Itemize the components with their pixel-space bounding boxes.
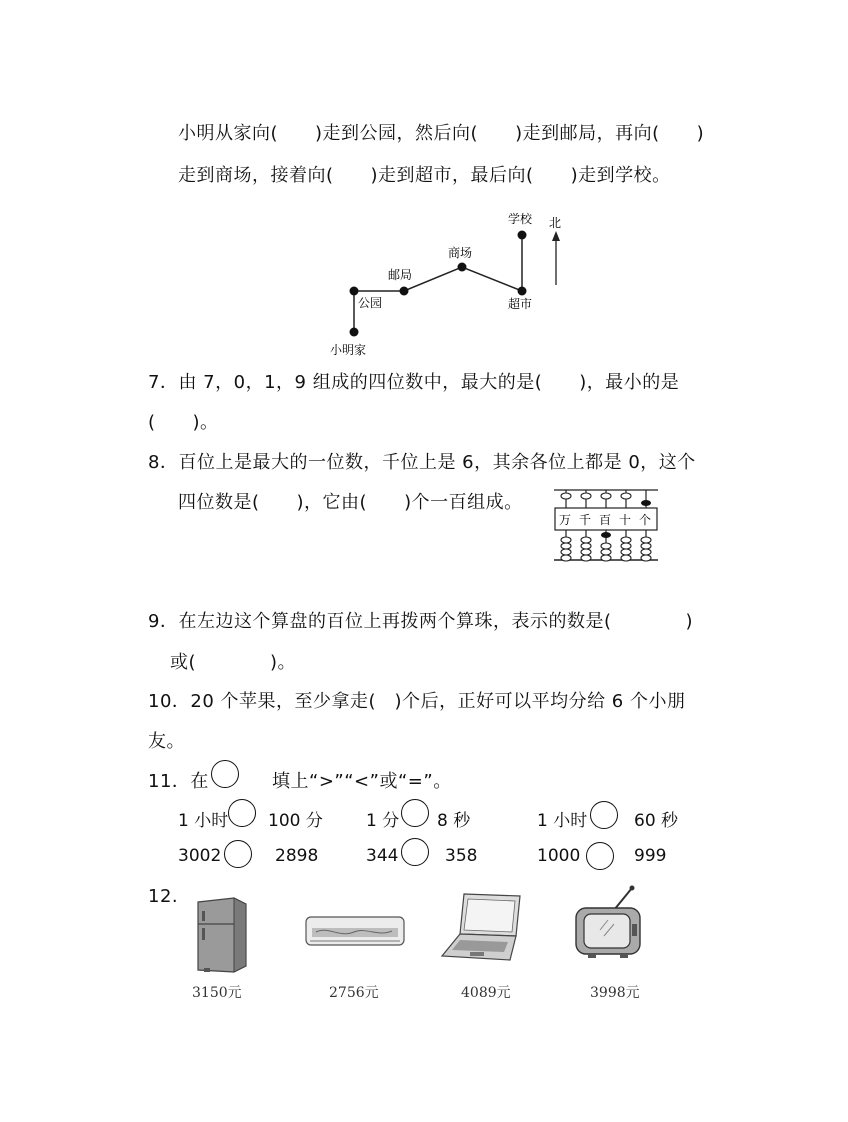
q6-line2: 走到商场，接着向( )走到超市，最后向( )走到学校。 bbox=[178, 165, 671, 186]
cmp5-left: 344 bbox=[366, 846, 399, 866]
cmp4-circle[interactable] bbox=[224, 840, 252, 868]
air-conditioner-icon bbox=[304, 914, 408, 948]
abacus-label-wan: 万 bbox=[559, 513, 572, 527]
market-point bbox=[518, 287, 527, 296]
cmp1-circle[interactable] bbox=[228, 799, 256, 827]
abacus-label-qian: 千 bbox=[579, 513, 592, 527]
cmp3-left: 1 小时 bbox=[537, 811, 588, 831]
cmp1-left: 1 小时 bbox=[178, 811, 229, 831]
cmp2-left: 1 分 bbox=[366, 811, 400, 831]
air-conditioner-price: 2756元 bbox=[329, 985, 379, 1001]
cmp2-right: 8 秒 bbox=[437, 811, 471, 831]
label-school: 学校 bbox=[508, 212, 533, 226]
q7-line2: ( )。 bbox=[148, 412, 219, 433]
cmp2-circle[interactable] bbox=[401, 799, 429, 827]
label-home: 小明家 bbox=[330, 343, 367, 357]
hundreds-lower-bead bbox=[601, 532, 611, 538]
fridge-icon bbox=[190, 894, 252, 974]
home-point bbox=[350, 328, 359, 337]
laptop-price: 4089元 bbox=[461, 985, 511, 1001]
cmp4-left: 3002 bbox=[178, 846, 222, 866]
q6-line1: 小明从家向( )走到公园，然后向( )走到邮局，再向( ) bbox=[178, 123, 705, 144]
mall-point bbox=[458, 263, 467, 272]
label-mall: 商场 bbox=[448, 246, 473, 260]
label-north: 北 bbox=[549, 216, 562, 230]
abacus-label-bai: 百 bbox=[599, 513, 612, 527]
q9-line1: 9．在左边这个算盘的百位上再拨两个算珠，表示的数是( ) bbox=[148, 611, 693, 632]
cmp5-right: 358 bbox=[445, 846, 478, 866]
route-map bbox=[320, 205, 580, 365]
abacus-label-ge: 个 bbox=[639, 513, 652, 527]
q8-line1: 8．百位上是最大的一位数，千位上是 6，其余各位上都是 0，这个 bbox=[148, 452, 696, 473]
cmp6-circle[interactable] bbox=[586, 842, 614, 870]
label-park: 公园 bbox=[358, 296, 383, 310]
q10-line1: 10．20 个苹果，至少拿走( )个后，正好可以平均分给 6 个小朋 bbox=[148, 691, 686, 712]
post-point bbox=[400, 287, 409, 296]
tv-icon bbox=[570, 884, 650, 960]
cmp3-circle[interactable] bbox=[590, 801, 618, 829]
abacus bbox=[548, 484, 662, 566]
school-point bbox=[518, 231, 527, 240]
cmp6-right: 999 bbox=[634, 846, 667, 866]
q12-label: 12. bbox=[148, 886, 179, 907]
park-point bbox=[350, 287, 359, 296]
abacus-label-shi: 十 bbox=[619, 513, 632, 527]
q11-title-post: 填上“>”“<”或“=”。 bbox=[272, 771, 452, 792]
cmp6-left: 1000 bbox=[537, 846, 581, 866]
q10-line2: 友。 bbox=[148, 731, 185, 752]
q7-line1: 7．由 7，0，1，9 组成的四位数中，最大的是( )，最小的是 bbox=[148, 372, 680, 393]
ones-upper-bead bbox=[641, 500, 651, 506]
fridge-price: 3150元 bbox=[192, 985, 242, 1001]
cmp3-right: 60 秒 bbox=[634, 811, 679, 831]
label-market: 超市 bbox=[508, 297, 533, 311]
q8-line2: 四位数是( )，它由( )个一百组成。 bbox=[178, 492, 523, 513]
cmp1-right: 100 分 bbox=[268, 811, 323, 831]
cmp4-right: 2898 bbox=[275, 846, 319, 866]
north-arrow-icon bbox=[552, 231, 560, 241]
tv-price: 3998元 bbox=[590, 985, 640, 1001]
q9-line2: 或( )。 bbox=[170, 652, 297, 673]
label-post: 邮局 bbox=[388, 268, 413, 282]
example-circle-icon bbox=[211, 760, 239, 788]
cmp5-circle[interactable] bbox=[401, 838, 429, 866]
laptop-icon bbox=[440, 890, 524, 962]
q11-title-pre: 11．在 bbox=[148, 771, 209, 792]
